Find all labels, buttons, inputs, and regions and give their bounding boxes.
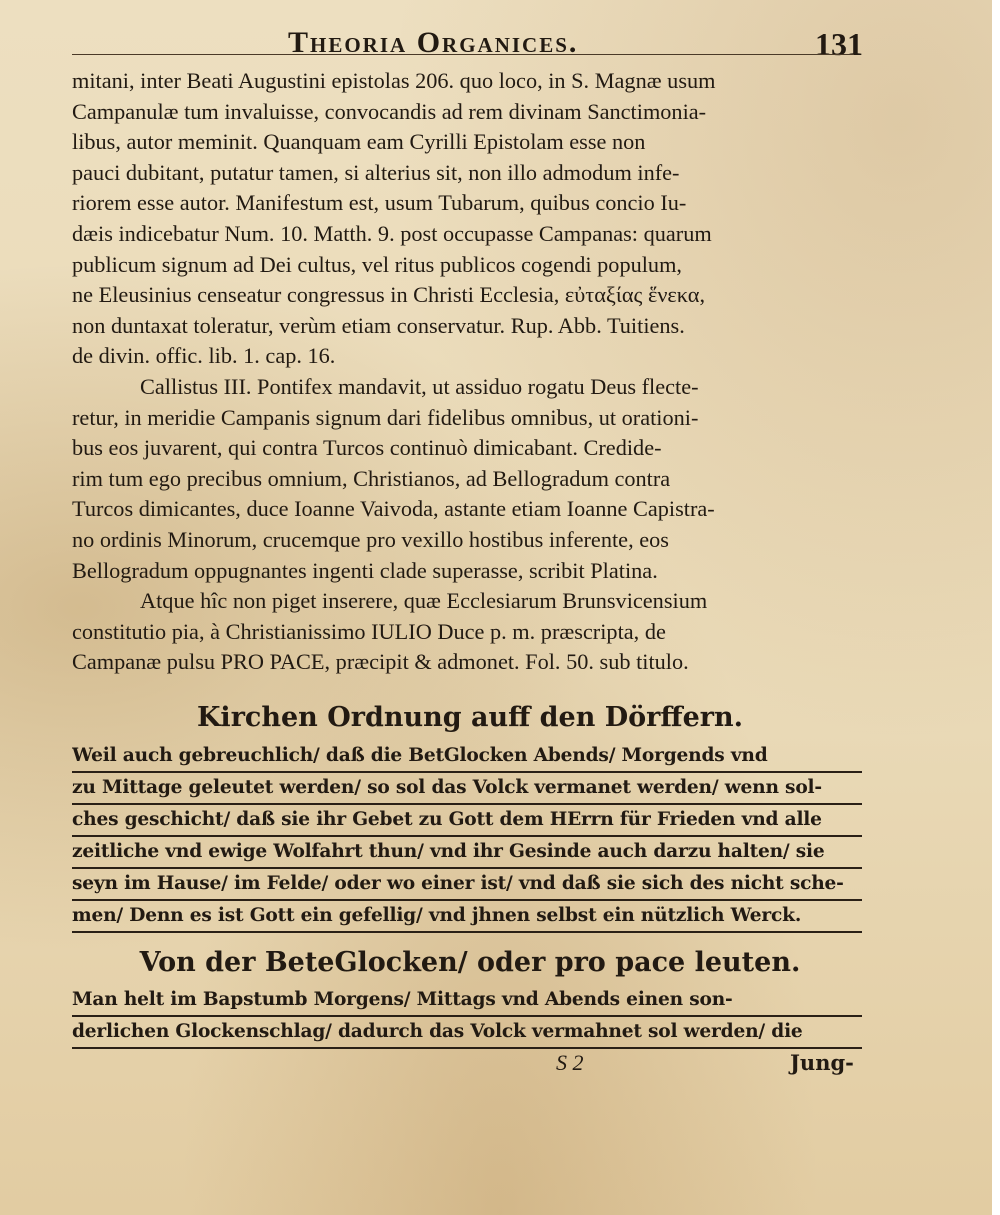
latin-line: no ordinis Minorum, crucemque pro vexillo hostibus inferente, eos [72,526,669,552]
latin-line: riorem esse autor. Manifestum est, usum Tubarum, quibus concio Iu- [72,190,687,216]
latin-line: mitani, inter Beati Augustini epistolas 206. quo loco, in S. Magnæ usum [72,68,716,93]
latin-line: pauci dubitant, putatur tamen, si alterius sit, non illo admodum infe- [72,159,680,185]
latin-line: constitutio pia, à Christianissimo IULIO Duce p. m. præscripta, de [72,618,666,644]
catchword: Jung- [790,1050,854,1075]
fraktur-line: seyn im Hause/ im Felde/ oder wo einer ist/ vnd daß sie sich des nicht sche- [72,869,862,901]
latin-line: Turcos dimicantes, duce Ioanne Vaivoda, astante etiam Ioanne Capistra- [72,496,715,522]
german-block-1 [72,741,862,933]
running-head [0,22,1000,66]
latin-line: ne Eleusinius censeatur congressus in Christi Ecclesia, εὐταξίας ἕνεκα, [72,282,706,308]
signature-mark: S 2 [556,1050,584,1075]
fraktur-line: Man helt im Bapstumb Morgens/ Mittags vnd Abends einen son- [72,985,862,1017]
latin-line: non duntaxat toleratur, verùm etiam conservatur. Rup. Abb. Tuitiens. [72,312,685,338]
latin-line: dæis indicebatur Num. 10. Matth. 9. post occupasse Campanas: quarum [72,220,712,246]
page-number: 131 [815,26,863,62]
fraktur-line: derlichen Glockenschlag/ dadurch das Volck vermahnet sol werden/ die [72,1017,862,1049]
latin-line: de divin. offic. lib. 1. cap. 16. [72,343,336,369]
german-heading-beteglocken: Von der BeteGlocken/ oder pro pace leuten. [139,947,801,978]
latin-line: Atque hîc non piget inserere, quæ Ecclesiarum Brunsvicensium [140,588,708,614]
german-heading-kirchen-ordnung: Kirchen Ordnung auff den Dörffern. [196,702,744,733]
latin-line: Campanulæ tum invaluisse, convocandis ad rem divinam Sanctimonia- [72,98,707,124]
latin-line: publicum signum ad Dei cultus, vel ritus publicos cogendi populum, [72,251,682,277]
fraktur-line: men/ Denn es ist Gott ein gefellig/ vnd jhnen selbst ein nützlich Werck. [72,901,862,933]
fraktur-line: Weil auch gebreuchlich/ daß die BetGlocken Abends/ Morgends vnd [72,741,862,773]
page-footer [0,1050,1000,1090]
latin-line: bus eos juvarent, qui contra Turcos continuò dimicabant. Credide- [72,435,662,461]
header-rule [72,54,854,55]
latin-line: Callistus III. Pontifex mandavit, ut assiduo rogatu Deus flecte- [140,373,699,399]
fraktur-line: zeitliche vnd ewige Wolfahrt thun/ vnd ihr Gesinde auch darzu halten/ sie [72,837,862,869]
fraktur-line: zu Mittage geleutet werden/ so sol das Volck vermanet werden/ wenn sol- [72,773,862,805]
german-block-2 [72,985,862,1049]
latin-line: libus, autor meminit. Quanquam eam Cyrilli Epistolam esse non [72,129,646,155]
latin-line: Campanæ pulsu PRO PACE, præcipit & admonet. Fol. 50. sub titulo. [72,649,689,675]
running-title: Theoria Organices. [288,26,579,59]
latin-line: Bellogradum oppugnantes ingenti clade superasse, scribit Platina. [72,557,658,583]
latin-line: rim tum ego precibus omnium, Christianos, ad Bellogradum contra [72,465,671,491]
fraktur-line: ches geschicht/ daß sie ihr Gebet zu Gott dem HErrn für Frieden vnd alle [72,805,862,837]
latin-body [72,66,862,678]
latin-line: retur, in meridie Campanis signum dari fidelibus omnibus, ut orationi- [72,404,699,430]
scan-margin [992,0,1000,1215]
